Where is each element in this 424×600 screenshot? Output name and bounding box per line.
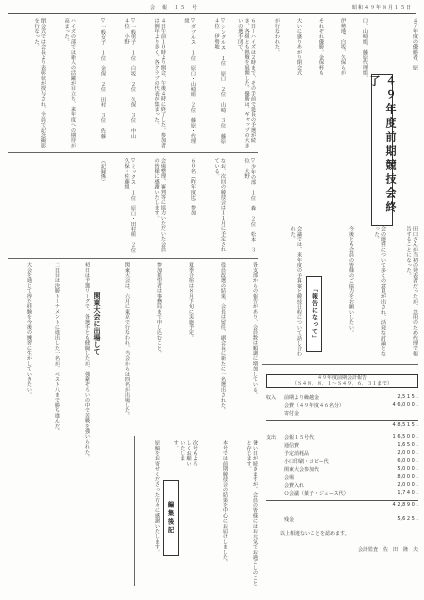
expense-row-2 [266, 442, 418, 449]
editor-separator [134, 436, 135, 586]
expense-row-4 [266, 458, 418, 465]
sub-headline-6: が行なわれた。 [274, 18, 280, 55]
expense-label: 支出 [266, 435, 277, 441]
expense-item: 関東大会参加代 [284, 467, 320, 473]
income-amount: 4 6,0 0 0 . [392, 402, 418, 408]
editor-body-2: 本号では前期競技会の結果を中心にお届けしました。 [222, 440, 228, 565]
side-body-2: 会の運営について多くの意見が出され、活発な討論となった。 [373, 226, 386, 356]
side-body-3: 今後とも会員の皆様のご協力をお願いしたい。 [348, 226, 354, 336]
expense-item: 通信費 [284, 443, 300, 449]
expense-rule [266, 500, 418, 501]
top-column-6: ▽一般女子 １位 金保 ２位 田村 ３位 佐藤 [100, 18, 106, 139]
top-column-3: ▽ダブルス １位 原口・山崎組 ２位 藤原・代理組 [183, 18, 196, 144]
lower-column-4: 参加希望者は事務局まで申し込むこと。 [156, 262, 162, 356]
top-column-4: ４日午前１０時より開会、午後４時に終了した。参加者は例年より多く、各クラブの代表が集まった。 [153, 18, 166, 148]
lower-column-2: 役員改選の結果、会長は留任、副会長に新たに一名選出された。 [220, 262, 226, 413]
income-rule [266, 420, 418, 421]
expense-item: 会場 [284, 475, 295, 481]
sub-headline-2: 口、山崎組、藤原代理組、 [362, 18, 368, 81]
mid-column-5: ▽ミックス １位 原口・田村組 ２位 久保・佐藤組 [123, 158, 136, 258]
expense-amount: 2,0 0 0 . [397, 482, 418, 488]
balance-row [266, 516, 418, 523]
editor-body-4: 次号もよろしくお願いいたします。 [172, 440, 198, 466]
expense-row-5 [266, 466, 418, 473]
lower-column-3: 夏季合宿は８月下旬に実施予定。 [188, 262, 194, 340]
income-total-row [266, 422, 418, 428]
balance-label: 残金 [284, 517, 295, 523]
auditor-signature: 会計監査 佐 田 隆 夫 [357, 547, 418, 553]
top-column-8: 閉会式では会長より表彰状が授与され、全員で記念撮影を行なった。 [33, 18, 46, 148]
income-row-1 [266, 394, 418, 401]
income-item: 前期より繰越金 [284, 395, 320, 401]
section-rule-2 [8, 258, 258, 259]
income-total: 4 8,5 1 5 . [392, 422, 418, 428]
income-amount: 2,5 1 5 . [397, 394, 418, 400]
expense-row-1 [266, 434, 418, 441]
sub-headline-1: ４７年度の優勝者、原 [412, 18, 418, 70]
editor-body-1: 暑い日が続きますが、会員の皆様にはお元気でお過ごしのことと存じます。 [245, 440, 258, 586]
issue-header: 会 報 １５ 号 [150, 5, 199, 11]
expense-row-8 [266, 490, 418, 497]
notice-heading: 関東大会に出場して [93, 292, 102, 355]
side-body-4: 会議では、来年度の予算案と競技日程について話し合われた。 [289, 226, 302, 356]
expense-amount: 6,0 0 0 . [397, 458, 418, 464]
notice-body-3: 二日目は決勝トーナメントに進出した一名が、ベスト八まで勝ち進んだ。 [54, 262, 60, 434]
expense-amount: 1,7 4 0 . [397, 490, 418, 496]
top-column-5: ▽一般男子 １位 白坂 ２位 久保 ３位 中山 ４位 小野 [123, 18, 136, 144]
expense-amount: 1,6 5 0 . [397, 442, 418, 448]
accounting-title: ４９年度前期会計報告 [316, 375, 367, 381]
mid-column-2: なお、次回の競技会は１１月に予定されている。 [213, 158, 226, 252]
lower-column-1: 各支部からの報告があり、会員数は順調に増加している。 [252, 262, 258, 398]
expense-row-3 [266, 450, 418, 457]
expense-amount: 1 6,5 0 0 . [392, 434, 418, 440]
report-title-box: ４９年度前期競技会終了 [371, 74, 393, 226]
editor-body-3: 原稿をお寄せくださった方々に感謝いたします。 [154, 440, 160, 555]
accounting-title-box [266, 374, 418, 388]
expense-row-7 [266, 482, 418, 489]
expense-item: 小口印刷・コピー代 [284, 459, 329, 465]
side-body-1: 田口さんが当初の発表者だったが、急用のため代理で報告することになった。 [405, 226, 418, 356]
sub-headline-5: 大いに盛りあがり閉会式 [296, 18, 302, 76]
mid-column-6: （記録係） [100, 158, 106, 184]
expense-item: 予定消耗品 [284, 451, 310, 457]
expense-amount: 5,0 0 0 . [397, 466, 418, 472]
accounting-note: 以上相違ないことを認めます。 [280, 531, 350, 537]
notice-body-4: 大会を通じて得た経験を今後の練習に生かしていきたい。 [26, 262, 32, 398]
editor-note-box: 編集後記 [163, 480, 179, 556]
income-item: 寄付金 [284, 411, 300, 417]
top-column-1: ６日ーハイズは２時まで、その手前で延長の予選が続き、各組とも熱戦を展開した。優勝は、ギャップの大きいの選手団で、 [237, 18, 256, 148]
accounting-period: （Ｓ４８．８．１〜Ｓ４９．６．３１まで） [291, 381, 392, 387]
sub-headline-4: それぞれ優勝。金保杯も [318, 18, 324, 76]
accounting-report [266, 374, 418, 582]
sub-headline-3: 伊勢地、白坂、久保らが [340, 18, 346, 76]
expense-item: Ｏ会議（菓子・ジュース代） [284, 491, 349, 497]
header-rule [8, 13, 416, 14]
mid-column-4: 会場整理、審判等に協力いただいた会員の皆様に感謝いたします。 [153, 158, 166, 252]
side-heading-box: 「報告になって」 [306, 276, 322, 352]
expense-row-6 [266, 474, 418, 481]
mid-column-1: ▽少年の部 １位 森 ２位 松本 ３位 大野 [243, 158, 256, 253]
top-column-2: ▽シングルス １位 原口 ２位 山崎 ３位 藤原 ４位 伊勢地 [213, 18, 226, 149]
expense-total-row [266, 502, 418, 508]
section-rule-1 [8, 152, 258, 153]
section-rule-3 [262, 364, 418, 365]
expense-item: 会報１５号代 [284, 435, 315, 441]
income-row-2 [266, 402, 418, 409]
mid-column-3: ６０名（昨年度比）参加 [190, 158, 196, 216]
income-amount [384, 410, 418, 417]
top-column-7: ハイズの部では新人の活躍が目立ち、来年度への期待が高まった。 [63, 18, 76, 148]
income-row-3 [266, 410, 418, 417]
expense-amount: 2,0 0 0 . [397, 450, 418, 456]
income-label: 収入 [266, 395, 277, 401]
balance-amount: 5,6 2 5 . [397, 516, 418, 522]
expense-amount: 8,0 0 0 . [397, 474, 418, 480]
issue-date: 昭和４９年８月１５日 [351, 5, 412, 11]
notice-body-1: 関東大会は、六月に東京で行なわれ、当会からは四名が出場した。 [124, 262, 130, 418]
expense-item: 会費入れ [284, 483, 305, 489]
expense-total: 4 2,8 9 0 . [392, 502, 418, 508]
notice-body-2: 初日は予選リーグで、各選手とも健闘したが、強豪ぞろいの中で苦戦を強いられた。 [84, 262, 90, 460]
income-item: 会費（４９年度４６名分） [284, 403, 345, 409]
